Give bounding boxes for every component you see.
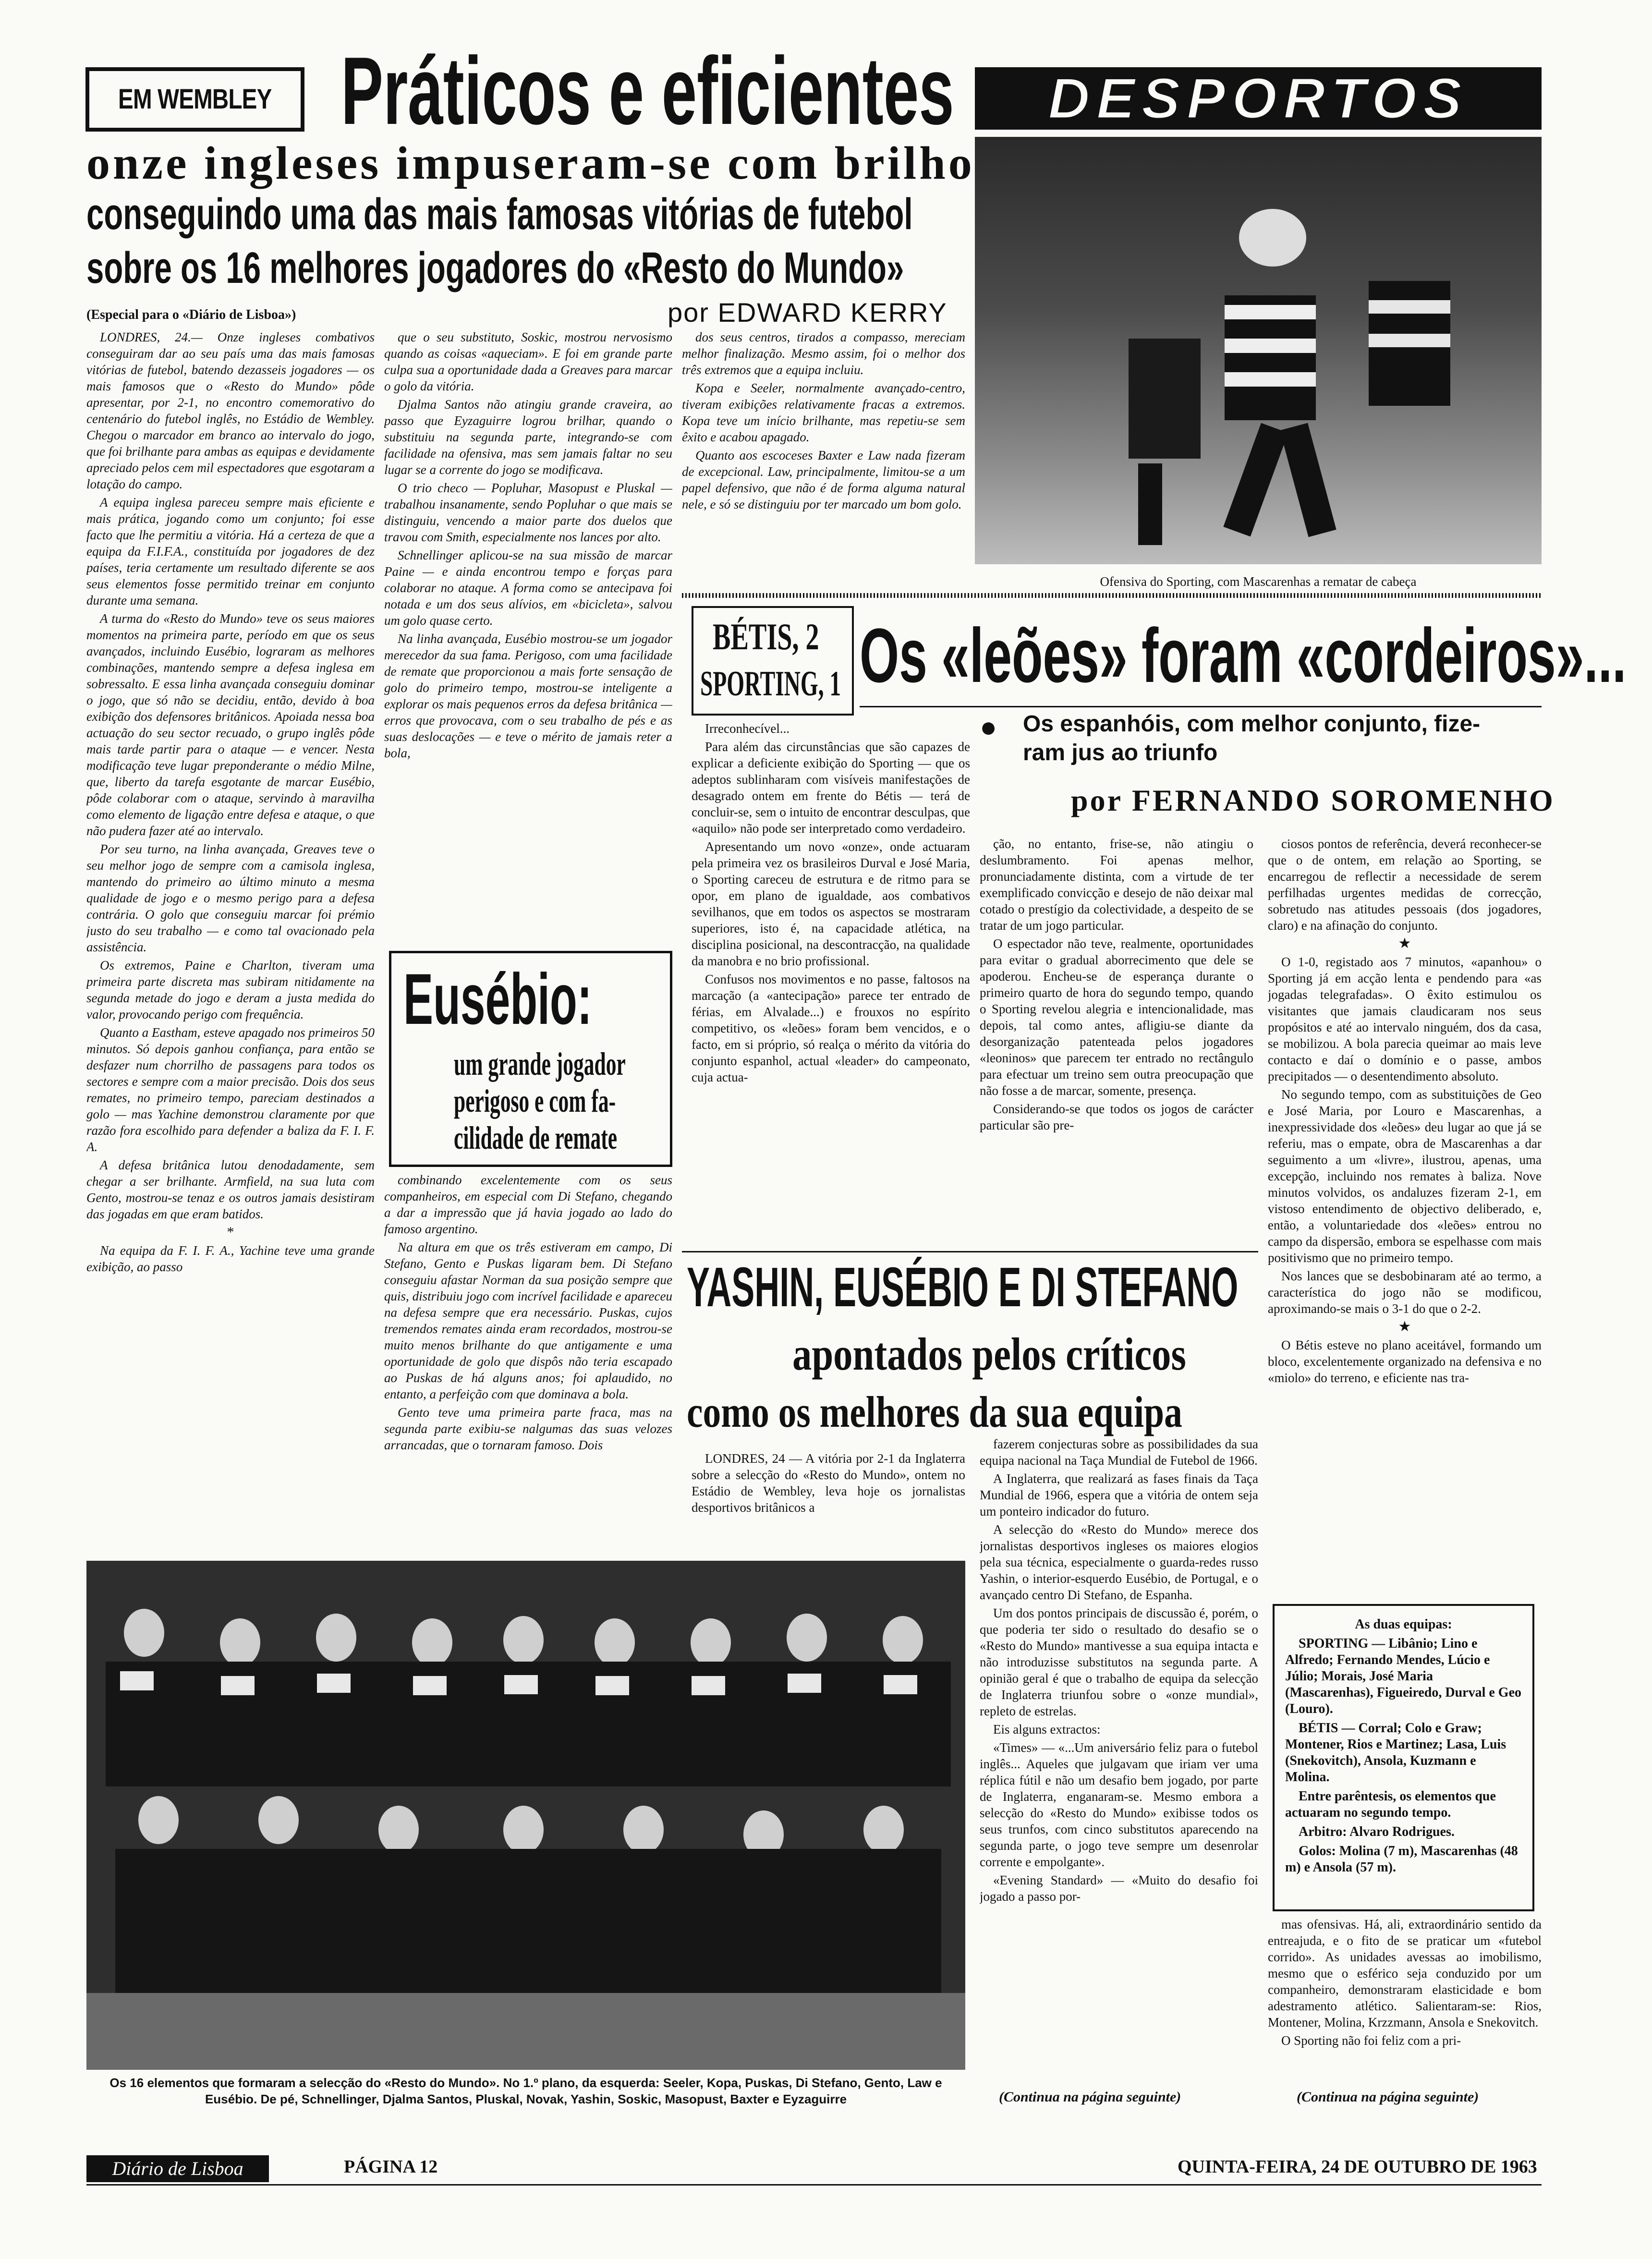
eusebio-line-2: perigoso e com fa- xyxy=(454,1082,616,1119)
score-betis: BÉTIS, 2 xyxy=(713,616,819,657)
paragraph: LONDRES, 24.— Onze ingleses combativos conseguiram dar ao seu país uma das mais famosas vitórias de futebol, batendo dezasseis jogadores — os mais famosos que o «Resto do Mundo» pôde apresentar, por 2-1, no encontro comemorativo do centenário do futebol inglês, no Estádio de Wembley. Chegou o marcador em branco ao intervalo do jogo, que foi brilhante para ambas as equipas e devidamente apreciado pelos cem mil espectadores que esgotaram a lotação do campo. xyxy=(86,330,375,491)
yashin-headline-3: como os melhores da sua equipa xyxy=(687,1387,1182,1436)
paragraph: O espectador não teve, realmente, oportunidades para evitar o gradual aborrecimento que dele se apoderou. Encheu-se de esperança durante o primeiro quarto de hora do segundo tempo, quando o Sporting revelou alegria e intencionalidade, mas depois, tal como antes, afligiu-se diante da desorganização patenteada pelos jogadores «leoninos» que parecem ter entrado no rectângulo para efectuar um treino sem outra preocupação que não fosse a de marcar, somente, presença. xyxy=(980,936,1253,1098)
paragraph: O 1-0, registado aos 7 minutos, «apanhou» o Sporting já em acção lenta e pendendo para «as jogadas telegrafadas». O êxito estimulou os visitantes que jamais claudicaram nos seus propósitos e até ao intervalo ninguém, dos da casa, se mobilizou. A bola parecia queimar ao mais leve contacto e daí o domínio e o passe, ambos precipitados — o desentendimento absoluto. xyxy=(1268,955,1542,1083)
deck-line-3: sobre os 16 melhores jogadores do «Resto do Mundo» xyxy=(86,243,904,292)
teams-note: Entre parêntesis, os elementos que actuaram no segundo tempo. xyxy=(1285,1789,1496,1820)
paragraph: Djalma Santos não atingiu grande craveira, ao passo que Eyzaguirre logrou brilhar, quando o substituiu na segunda parte, integrando-se com facilidade na ofensiva, mas sem jamais faltar no seu lugar se a corrente do jogo se modificava. xyxy=(384,397,672,477)
rule-yashin-top xyxy=(682,1251,1258,1252)
betis-col-a xyxy=(692,720,970,1239)
paragraph: Na equipa da F. I. F. A., Yachine teve uma grande exibição, ao passo xyxy=(86,1243,375,1274)
headline-leoes: Os «leões» foram «cordeiros»... xyxy=(860,612,1627,698)
paragraph: O trio checo — Popluhar, Masopust e Pluskal — trabalhou insanamente, sendo Popluhar o que mais se distinguiu, vencendo a maior parte dos duelos que travou com Smith, especialmente nos lances por alto. xyxy=(384,481,672,544)
yashin-col-b xyxy=(980,1436,1258,2079)
paragraph: «Evening Standard» — «Muito do desafio foi jogado a passo por- xyxy=(980,1873,1258,1904)
paragraph: Na linha avançada, Eusébio mostrou-se um jogador merecedor da sua fama. Perigoso, com uma facilidade de remate que proporcionou a mais forte sensação de golo do primeiro tempo, mostrou-se inteligente a explorar os mais pequenos erros da defesa britânica — erros que provocava, com o seu trabalho de pés e as suas deslocações — e teve o mérito de jamais reter a bola, xyxy=(384,632,672,760)
paragraph: Irreconhecível... xyxy=(705,721,790,736)
paragraph: ção, no entanto, frise-se, não atingiu o deslumbramento. Foi apenas melhor, pronunciadamente distinta, com a virtude de ter exemplificado convicção e desejo de não deixar mal cotado o prestígio da colectividade, a despeito de se tratar de um jogo particular. xyxy=(980,837,1253,933)
paragraph: Confusos nos movimentos e no passe, faltosos na marcação (a «antecipação» parece ter entrado de férias, em Alvalade...) e frouxos no espírito competitivo, os «leões» foram bem vencidos, e o facto, em si próprio, só realça o mérito da vitória do conjunto espanhol, actual «leader» do campeonato, cuja actua- xyxy=(692,972,970,1084)
yashin-headline-2: apontados pelos críticos xyxy=(792,1328,1186,1380)
paragraph: Apresentando um novo «onze», onde actuaram pela primeira vez os brasileiros Durval e José Maria, o Sporting careceu de estrutura e de ritmo para se opor, em plano de igualdade, aos combativos sevilhanos, que em todos os aspectos se mostraram superiores, isto é, na capacidade atlética, na disciplina posicional, na descontracção, na qualidade da manobra e no brio profissional. xyxy=(692,839,970,968)
paragraph: LONDRES, 24 — A vitória por 2-1 da Inglaterra sobre a selecção do «Resto do Mundo», ontem no Estádio de Wembley, leva hoje os jornalistas desportivos britânicos a xyxy=(692,1451,965,1515)
paragraph: O Sporting não foi feliz com a pri- xyxy=(1281,2033,1461,2048)
paragraph: Eis alguns extractos: xyxy=(993,1722,1101,1737)
desportos-label: DESPORTOS xyxy=(1048,66,1469,131)
teams-referee: Arbitro: Alvaro Rodrigues. xyxy=(1299,1824,1455,1839)
rule-betis-top xyxy=(682,593,1542,598)
paragraph: Por seu turno, na linha avançada, Greaves teve o seu melhor jogo de sempre com a camisola inglesa, mantendo do primeiro ao último minuto a mesma qualidade de jogo e o mesmo perigo para a defesa contrária. O golo que conseguiu marcar foi prémio justo do seu trabalho — e como tal ovacionado pela assistência. xyxy=(86,842,375,954)
paragraph: ciosos pontos de referência, deverá reconhecer-se que o de ontem, em relação ao Sporting, se encarregou de reflectir a necessidade de serem perfilhadas urgentes medidas de correcção, sobretudo nas atitudes pessoais (dos jogadores, claro) e na afinação do conjunto. xyxy=(1268,837,1542,933)
byline-kerry: por EDWARD KERRY xyxy=(668,297,947,328)
photo-sporting-attack xyxy=(975,137,1542,564)
paragraph: ★ xyxy=(1398,1319,1411,1335)
footer-rule xyxy=(86,2184,1542,2186)
paragraph: Nos lances que se desbobinaram até ao termo, a característica do jogo não se modificou, aproximando-se mais o 3-1 do que o 2-2. xyxy=(1268,1269,1542,1316)
paragraph: combinando excelentemente com os seus companheiros, em especial com Di Stefano, chegando a dar a impressão que já havia jogado ao lado do famoso argentino. xyxy=(384,1173,672,1236)
top-col-3 xyxy=(682,329,965,579)
byline-soromenho: por FERNANDO SOROMENHO xyxy=(1071,783,1555,817)
kicker-em-wembley: EM WEMBLEY xyxy=(85,67,304,132)
paragraph: A Inglaterra, que realizará as fases finais da Taça Mundial de 1966, espera que a vitória de ontem seja um ponteiro indicador do futuro. xyxy=(980,1471,1258,1518)
paragraph: Os extremos, Paine e Charlton, tiveram uma primeira parte discreta mas subiram nitidamente na segunda metade do jogo e deram a justa medida do valor, provocando perigo com frequência. xyxy=(86,958,375,1021)
teams-heading: As duas equipas: xyxy=(1355,1617,1452,1632)
betis-deck-2: ram jus ao triunfo xyxy=(1023,740,1218,765)
paragraph: A defesa britânica lutou denodadamente, sem chegar a ser brilhante. Armfield, na sua luta com Gento, mostrou-se tenaz e os outros jamais desistiram das jogadas em que eram batidos. xyxy=(86,1158,375,1221)
top-col-2b xyxy=(384,1172,672,1494)
paragraph: * xyxy=(227,1224,234,1240)
photo-resto-do-mundo xyxy=(86,1561,965,2070)
paragraph: Considerando-se que todos os jogos de carácter particular são pre- xyxy=(980,1102,1253,1132)
eusebio-line-1: um grande jogador xyxy=(454,1045,626,1082)
score-sporting: SPORTING, 1 xyxy=(700,664,841,704)
paragraph: Na altura em que os três estiveram em campo, Di Stefano, Gento e Puskas ligaram bem. Di Stefano conseguiu afastar Norman da sua posição sempre que quis, distribuiu jogo com incrível facilidade e apareceu na defesa sempre que era necessário. Puskas, cujos tremendos remates ainda eram recordados, mostrou-se muito menos brilhante do que antigamente e uma oportunidade de golo que dispôs não teria escapado ao Puskas de há alguns anos; foi aplaudido, no entanto, a perfeição com que dominava a bola. xyxy=(384,1240,672,1401)
headline-praticos: Práticos e eficientes xyxy=(341,37,954,145)
betis-col-c xyxy=(1268,836,1542,1590)
yashin-col-a xyxy=(692,1450,965,1566)
paragraph: ★ xyxy=(1398,935,1411,951)
footer-page: PÁGINA 12 xyxy=(336,2156,445,2177)
paragraph: O Bétis esteve no plano aceitável, formando um bloco, excelentemente organizado na defensiva e no «miolo» do terreno, e eficiente nas tra- xyxy=(1268,1338,1542,1385)
eusebio-line-3: cilidade de remate xyxy=(454,1119,618,1156)
rule-betis-under xyxy=(860,706,1542,707)
deck-line-2: conseguindo uma das mais famosas vitórias de futebol xyxy=(86,190,913,239)
photo-team-figures xyxy=(86,1561,965,2070)
betis-col-b xyxy=(980,836,1253,1239)
betis-col-d xyxy=(1268,1916,1542,2065)
top-col-2a xyxy=(384,329,672,953)
teams-sporting: SPORTING — Libânio; Lino e Alfredo; Fernando Mendes, Lúcio e Júlio; Morais, José Maria (Mascarenhas), Figueiredo, Durval e Geo (Louro). xyxy=(1285,1636,1522,1716)
photo-top-caption: Ofensiva do Sporting, com Mascarenhas a rematar de cabeça xyxy=(1100,574,1417,589)
yashin-continued: (Continua na página seguinte) xyxy=(999,2089,1181,2105)
paragraph: A selecção do «Resto do Mundo» merece dos jornalistas desportivos ingleses os maiores elogios pela sua técnica, especialmente o guarda-redes russo Yashin, o interior-esquerdo Eusébio, de Portugal, e o avançado centro Di Stefano, de Espanha. xyxy=(980,1522,1258,1602)
paragraph: No segundo tempo, com as substituições de Geo e José Maria, por Louro e Mascarenhas, a inexpressividade dos «leões» deu lugar ao que já se referiu, mas o empate, obra de Mascarenhas a dar seguimento a um «livre», ilustrou, apenas, uma excepção, incluindo nos remates à baliza. Nove minutos volvidos, os andaluzes fizeram 2-1, em vistoso entendimento de objectivo deliberado, e, então, a voluntariedade dos «leões» entrou no campo da dispersão, embora se espelhasse com mais positivismo que no primeiro tempo. xyxy=(1268,1087,1542,1265)
paragraph: Um dos pontos principais de discussão é, porém, o que poderia ter sido o resultado do desafio se o «Resto do Mundo» mantivesse a sua equipa intacta e não introduzisse substitutos na segunda parte. A opinião geral é que o trabalho de equipa da selecção de Inglaterra triunfou sobre o «onze mundial», repleto de estrelas. xyxy=(980,1606,1258,1718)
deck-bullet: ● xyxy=(980,711,997,743)
paragraph: «Times» — «...Um aniversário feliz para o futebol inglês... Aqueles que julgavam que iriam ver uma réplica fútil e não um desafio bem jogado, por parte de Inglaterra, enganaram-se. Mesmo embora a selecção do «Resto do Mundo» exibisse todos os seus trunfos, com cinco substitutos aparecendo na segunda parte, o jogo teve sempre um desenrolar corrente e empolgante». xyxy=(980,1740,1258,1869)
paragraph: Kopa e Seeler, normalmente avançado-centro, tiveram exibições relativamente fracas a extremos. Kopa teve um início brilhante, mas repetiu-se sem êxito e acabou apagado. xyxy=(682,381,965,444)
teams-goals: Golos: Molina (7 m), Mascarenhas (48 m) e Ansola (57 m). xyxy=(1285,1844,1518,1875)
paragraph: mas ofensivas. Há, ali, extraordinário sentido da entreajuda, e o fito de se praticar um «futebol corrido». As unidades avessas ao imobilismo, mesmo que o esférico seja conduzido por um companheiro, demonstraram elasticidade e bom adestramento atlético. Salientaram-se: Rios, Montener, Molina, Krzzmann, Ansola e Snekovitch. xyxy=(1268,1917,1542,2029)
eusebio-title: Eusébio: xyxy=(403,959,592,1039)
paragraph: Schnellinger aplicou-se na sua missão de marcar Paine — e ainda encontrou tempo e forças para colaborar no ataque. A forma como se antecipava foi notada e um dos seus alívios, em «bicicleta», salvou um golo quase certo. xyxy=(384,548,672,628)
yashin-headline-1: YASHIN, EUSÉBIO E DI STEFANO xyxy=(687,1256,1239,1318)
footer-date: QUINTA-FEIRA, 24 DE OUTUBRO DE 1963 xyxy=(1172,2156,1543,2177)
paragraph: Para além das circunstâncias que são capazes de explicar a deficiente exibição do Sporting — que os adeptos sublinharam com visíveis manifestações de desagrado ontem em frente do Bétis — terá de concluir-se, sem o intuito de encontrar desculpas, que «aquilo» não pode ser interpretado como verdadeiro. xyxy=(692,740,970,836)
betis-deck-1: Os espanhóis, com melhor conjunto, fize- xyxy=(1023,711,1481,737)
deck-line-1: onze ingleses impuseram-se com brilho xyxy=(86,137,975,189)
paragraph: A turma do «Resto do Mundo» teve os seus maiores momentos na primeira parte, período em que os seus avançados, incluindo Eusébio, lograram as melhores combinações, mantendo sempre a defesa inglesa em sobressalto. E essa linha avançada conseguiu dominar o jogo, que só não se decidiu, então, devido à boa exibição dos defensores britânicos. Apoiada nessa boa actuação do seu sector recuado, o grupo inglês pôde mais tarde partir para o ataque — e vencer. Nesta modificação teve lugar preponderante o médio Milne, que, liberto da tarefa esgotante de marcar Eusébio, pôde colaborar com o ataque, servindo à maravilha como elemento de ligação entre defesa e ataque, o que não pudera fazer até ao intervalo. xyxy=(86,611,375,838)
paragraph: Quanto aos escoceses Baxter e Law nada fizeram de excepcional. Law, principalmente, limitou-se a um papel defensivo, que não é de forma alguma natural nele, e só se distinguiu por ter marcado um bom golo. xyxy=(682,448,965,511)
teams-box xyxy=(1273,1604,1534,1911)
top-col-1 xyxy=(86,329,375,1491)
photo-figures xyxy=(975,137,1542,564)
teams-betis: BÉTIS — Corral; Colo e Graw; Montener, Rios e Martinez; Lasa, Luis (Snekovitch), Ansola, Kuzmann e Molina. xyxy=(1285,1721,1506,1785)
paragraph: que o seu substituto, Soskic, mostrou nervosismo quando as coisas «aqueciam». E foi em grande parte culpa sua a oportunidade dada a Greaves para marcar o golo da vitória. xyxy=(384,330,672,393)
paragraph: dos seus centros, tirados a compasso, mereciam melhor finalização. Mesmo assim, foi o melhor dos três extremos que a equipa incluiu. xyxy=(682,330,965,377)
team-photo-caption: Os 16 elementos que formaram a selecção do «Resto do Mundo». No 1.º plano, da esquerda: Seeler, Kopa, Puskas, Di Stefano, Gento, Law e Eusébio. De pé, Schnellinger, Djalma Santos, Pluskal, Novak, Yashin, Soskic, Masopust, Baxter e Eyzaguirre xyxy=(109,2076,942,2106)
paragraph: Quanto a Eastham, esteve apagado nos primeiros 50 minutos. Só depois ganhou confiança, para então se desfazer num chorrilho de passagens para todos os sectores e sempre com a maior precisão. Dois dos seus remates, no primeiro tempo, pareciam destinados a golo — mas Yachine demonstrou claramente por que razão fora escolhido para defender a baliza da F. I. F. A. xyxy=(86,1025,375,1154)
footer-paper: Diário de Lisboa xyxy=(112,2158,243,2179)
score-box xyxy=(692,606,854,716)
desportos-banner xyxy=(975,67,1542,130)
paragraph: Gento teve uma primeira parte fraca, mas na segunda parte exibiu-se nalgumas das suas velozes arrancadas, que o tornaram famoso. Dois xyxy=(384,1405,672,1452)
paragraph: fazerem conjecturas sobre as possibilidades da sua equipa nacional na Taça Mundial de Futebol de 1966. xyxy=(980,1437,1258,1468)
special-note: (Especial para o «Diário de Lisboa») xyxy=(86,307,296,322)
betis-continued: (Continua na página seguinte) xyxy=(1297,2089,1479,2105)
paragraph: A equipa inglesa pareceu sempre mais eficiente e mais prática, jogando como um conjunto; foi esse facto que lhe permitiu a vitória. Há a certeza de que a equipa da F.I.F.A., constituída por jogadores de dez países, teria certamente um resultado diferente se aos seus elementos fosse permitido treinar em conjunto durante uma semana. xyxy=(86,495,375,607)
eusebio-box xyxy=(389,951,672,1167)
footer-paper-box xyxy=(86,2155,269,2182)
